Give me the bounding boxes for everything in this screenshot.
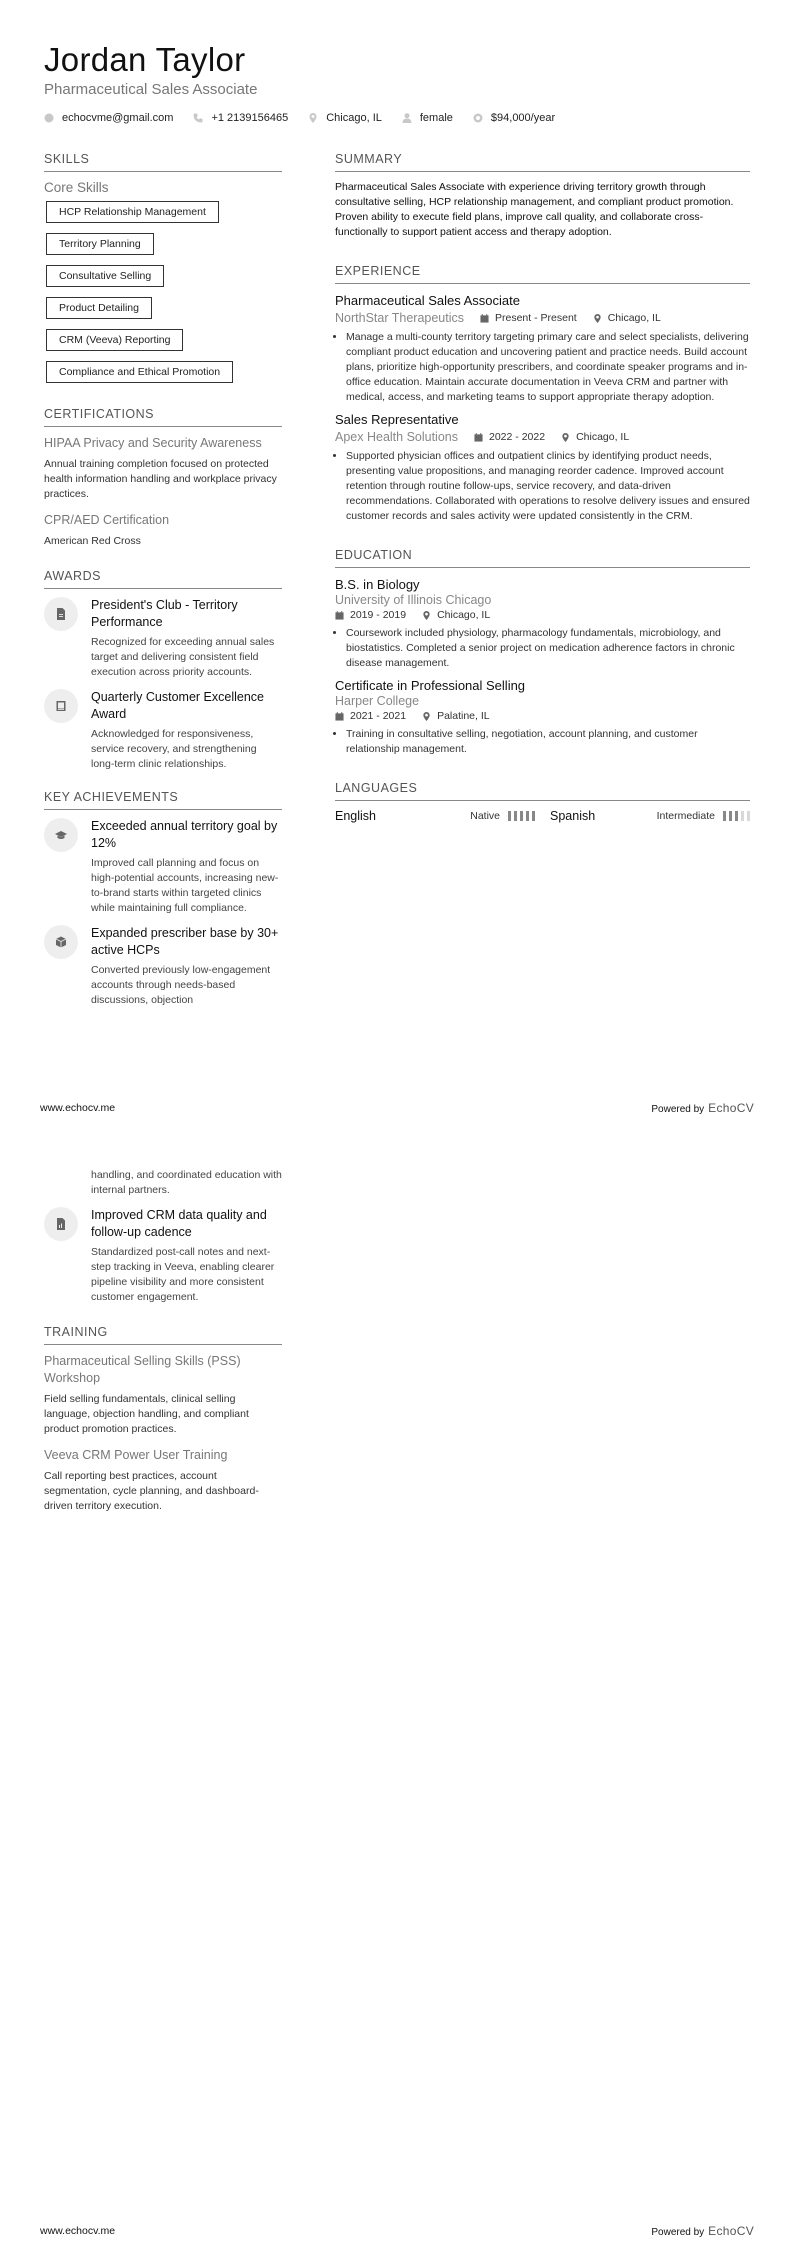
experience-section xyxy=(335,264,750,524)
left-column-continued xyxy=(44,1168,282,1524)
skills-heading: SKILLS xyxy=(44,152,282,172)
rating-bar xyxy=(723,811,726,821)
job-meta xyxy=(335,311,750,325)
calendar-icon xyxy=(480,314,489,323)
resume-page-2 xyxy=(0,1123,794,2246)
achievement-item xyxy=(44,1207,282,1305)
awards-heading: AWARDS xyxy=(44,569,282,589)
achievement-name: Exceeded annual territory goal by 12% xyxy=(91,819,278,850)
achievement-desc: Standardized post-call notes and next-step tracking in Veeva, enabling clearer pipeline visibility and more consistent customer engagement. xyxy=(91,1246,275,1303)
rating-bar xyxy=(532,811,535,821)
award-item xyxy=(44,689,282,772)
powered-by xyxy=(651,1101,754,1115)
company-name: NorthStar Therapeutics xyxy=(335,311,464,325)
resume-header xyxy=(44,40,754,124)
powered-by xyxy=(651,2224,754,2238)
job-location-text: Chicago, IL xyxy=(607,312,661,324)
language-level: Intermediate xyxy=(656,810,715,822)
job-bullet: • Manage a multi-county territory targeting primary care and select specialists, delivering compliant product education and uncovering patient and practice needs. Build account plans, prioritize high-opportunity prescribers, and coordinate speaker programs and in-office education. Maintain accurate documentation in Veeva CRM and partner with medical, access, and marketing teams to support appropriate therapy adoption. xyxy=(346,330,750,405)
award-icon-circle xyxy=(44,689,78,723)
education-bullet: • Training in consultative selling, negotiation, account planning, and customer relationship management. xyxy=(346,727,750,757)
education-location xyxy=(422,609,490,621)
job-location xyxy=(593,312,661,324)
skill-tag: CRM (Veeva) Reporting xyxy=(46,329,183,351)
job-title: Pharmaceutical Sales Associate xyxy=(335,293,520,308)
achievements-section xyxy=(44,790,282,1008)
page-footer xyxy=(40,2224,754,2238)
education-meta xyxy=(335,710,750,722)
rating-bar xyxy=(526,811,529,821)
achievement-name: Improved CRM data quality and follow-up cadence xyxy=(91,1208,267,1239)
language-name: Spanish xyxy=(550,809,596,823)
cert-desc: Annual training completion focused on protected health information handling and workplace privacy practices. xyxy=(44,458,277,500)
education-dates xyxy=(335,710,406,722)
core-skills-heading: Core Skills xyxy=(44,180,109,195)
language-item xyxy=(335,809,535,823)
contact-gender-text: female xyxy=(419,112,453,124)
certifications-heading: CERTIFICATIONS xyxy=(44,407,282,427)
location-icon xyxy=(593,314,602,323)
rating-bar xyxy=(520,811,523,821)
contact-email-text: echocvme@gmail.com xyxy=(62,112,174,124)
skill-tag: Compliance and Ethical Promotion xyxy=(46,361,233,383)
contact-row xyxy=(44,112,754,124)
calendar-icon xyxy=(335,712,344,721)
powered-by-label: Powered by xyxy=(651,2227,705,2238)
rating-bar xyxy=(508,811,511,821)
training-desc: Field selling fundamentals, clinical selling language, objection handling, and compliant product promotion practices. xyxy=(44,1393,249,1435)
skill-tag: Product Detailing xyxy=(46,297,152,319)
document-icon xyxy=(55,608,67,620)
right-column xyxy=(335,152,750,823)
degree: B.S. in Biology xyxy=(335,577,420,592)
school-name: Harper College xyxy=(335,694,420,708)
school-name: University of Illinois Chicago xyxy=(335,593,492,607)
award-name: President's Club - Territory Performance xyxy=(91,598,238,629)
contact-phone[interactable] xyxy=(193,112,288,124)
training-section xyxy=(44,1325,282,1514)
summary-section xyxy=(335,152,750,240)
experience-heading: EXPERIENCE xyxy=(335,264,750,284)
award-icon-circle xyxy=(44,597,78,631)
powered-by-label: Powered by xyxy=(651,1104,705,1115)
skill-tag: HCP Relationship Management xyxy=(46,201,219,223)
rating-bar xyxy=(514,811,517,821)
education-bullets xyxy=(335,626,750,671)
rating-bar xyxy=(747,811,750,821)
brand-logo[interactable]: EchoCV xyxy=(708,2224,754,2238)
rating-bar xyxy=(735,811,738,821)
skill-tag: Territory Planning xyxy=(46,233,154,255)
location-icon xyxy=(561,433,570,442)
education-meta xyxy=(335,609,750,621)
location-icon xyxy=(308,113,318,123)
summary-heading: SUMMARY xyxy=(335,152,750,172)
brand-logo[interactable]: EchoCV xyxy=(708,1101,754,1115)
contact-phone-text: +1 2139156465 xyxy=(211,112,289,124)
contact-location xyxy=(308,112,382,124)
education-bullet: • Coursework included physiology, pharmacology fundamentals, microbiology, and biostatistics. Completed a senior project on medication adherence factors in chronic disease management. xyxy=(346,626,750,671)
calendar-icon xyxy=(474,433,483,442)
footer-website[interactable]: www.echocv.me xyxy=(40,2225,116,2237)
experience-item xyxy=(335,292,750,405)
page-footer xyxy=(40,1101,754,1115)
achievement-icon-circle xyxy=(44,1207,78,1241)
job-bullets xyxy=(335,449,750,524)
language-rating xyxy=(508,811,535,821)
achievement-desc: Improved call planning and focus on high-potential accounts, increasing new-to-brand starts within targeted clinics while maintaining full compliance. xyxy=(91,857,279,914)
education-item xyxy=(335,677,750,757)
contact-email[interactable] xyxy=(44,112,173,124)
candidate-title: Pharmaceutical Sales Associate xyxy=(44,81,258,98)
award-desc: Acknowledged for responsiveness, service recovery, and strengthening long-term clinic relationships. xyxy=(91,728,257,770)
book-icon xyxy=(55,700,67,712)
job-dates-text: 2022 - 2022 xyxy=(489,431,546,443)
salary-icon xyxy=(473,113,483,123)
education-location-text: Chicago, IL xyxy=(437,609,491,621)
experience-item xyxy=(335,411,750,524)
training-name: Veeva CRM Power User Training xyxy=(44,1448,228,1462)
achievements-heading: KEY ACHIEVEMENTS xyxy=(44,790,282,810)
gender-icon xyxy=(402,113,412,123)
job-title: Sales Representative xyxy=(335,412,459,427)
footer-website[interactable]: www.echocv.me xyxy=(40,1102,116,1114)
achievement-item xyxy=(44,925,282,1008)
awards-section xyxy=(44,569,282,772)
cert-desc: American Red Cross xyxy=(44,535,141,547)
achievement-icon-circle xyxy=(44,925,78,959)
candidate-name: Jordan Taylor xyxy=(44,41,246,78)
language-name: English xyxy=(335,809,376,823)
job-dates xyxy=(474,431,545,443)
job-bullets xyxy=(335,330,750,405)
education-dates xyxy=(335,609,406,621)
languages-heading: LANGUAGES xyxy=(335,781,750,801)
phone-icon xyxy=(193,113,203,123)
training-desc: Call reporting best practices, account segmentation, cycle planning, and dashboard-driven territory execution. xyxy=(44,1470,259,1512)
education-dates-text: 2019 - 2019 xyxy=(350,609,407,621)
certifications-section xyxy=(44,407,282,549)
degree: Certificate in Professional Selling xyxy=(335,678,526,693)
award-item xyxy=(44,597,282,680)
job-dates xyxy=(480,312,577,324)
cert-name: HIPAA Privacy and Security Awareness xyxy=(44,436,262,450)
summary-text: Pharmaceutical Sales Associate with experience driving territory growth through consultative selling, HCP relationship management, and compliant product promotion. Proven ability to execute field plans, improve call quality, and collaborate cross-functionally to support patient access and therapy adoption. xyxy=(335,181,734,238)
job-location-text: Chicago, IL xyxy=(576,431,630,443)
education-location-text: Palatine, IL xyxy=(437,710,490,722)
rating-bar xyxy=(729,811,732,821)
location-icon xyxy=(422,712,431,721)
language-level: Native xyxy=(470,810,500,822)
education-bullets xyxy=(335,727,750,757)
languages-section xyxy=(335,781,750,823)
language-item xyxy=(550,809,750,823)
location-icon xyxy=(422,611,431,620)
language-rating xyxy=(723,811,750,821)
report-icon xyxy=(55,1218,67,1230)
achievement-desc: Converted previously low-engagement accounts through needs-based discussions, objection xyxy=(91,964,271,1006)
skills-section xyxy=(44,152,282,393)
left-column xyxy=(44,152,282,1017)
languages-row xyxy=(335,809,750,823)
education-section xyxy=(335,548,750,757)
job-meta xyxy=(335,430,750,444)
job-bullet: • Supported physician offices and outpatient clinics by identifying product needs, presenting value propositions, and managing reorder cadence. Improved account retention through routine follow-ups, service recovery, and data-driven recommendations. Collaborated with operations to resolve delivery issues and ensured customer records and sales activity were updated consistently in the CRM. xyxy=(346,449,750,524)
education-dates-text: 2021 - 2021 xyxy=(350,710,407,722)
rating-bar xyxy=(741,811,744,821)
graduation-cap-icon xyxy=(55,829,67,841)
job-location xyxy=(561,431,629,443)
award-desc: Recognized for exceeding annual sales target and delivering consistent field execution across priority accounts. xyxy=(91,636,275,678)
calendar-icon xyxy=(335,611,344,620)
training-name: Pharmaceutical Selling Skills (PSS) Workshop xyxy=(44,1354,241,1385)
job-dates-text: Present - Present xyxy=(495,312,577,324)
contact-gender xyxy=(402,112,453,124)
achievement-name: Expanded prescriber base by 30+ active HCPs xyxy=(91,926,279,957)
contact-location-text: Chicago, IL xyxy=(326,112,382,124)
achievement-icon-circle xyxy=(44,818,78,852)
cert-name: CPR/AED Certification xyxy=(44,513,170,527)
achievement-item-continued xyxy=(44,1168,282,1198)
award-name: Quarterly Customer Excellence Award xyxy=(91,690,264,721)
achievement-item xyxy=(44,818,282,916)
contact-salary-text: $94,000/year xyxy=(490,112,556,124)
email-icon xyxy=(44,113,54,123)
achievement-desc: handling, and coordinated education with internal partners. xyxy=(91,1169,282,1196)
training-heading: TRAINING xyxy=(44,1325,282,1345)
education-item xyxy=(335,576,750,671)
contact-salary xyxy=(473,112,555,124)
skill-tag: Consultative Selling xyxy=(46,265,164,287)
cube-icon xyxy=(55,936,67,948)
company-name: Apex Health Solutions xyxy=(335,430,458,444)
education-location xyxy=(422,710,490,722)
education-heading: EDUCATION xyxy=(335,548,750,568)
